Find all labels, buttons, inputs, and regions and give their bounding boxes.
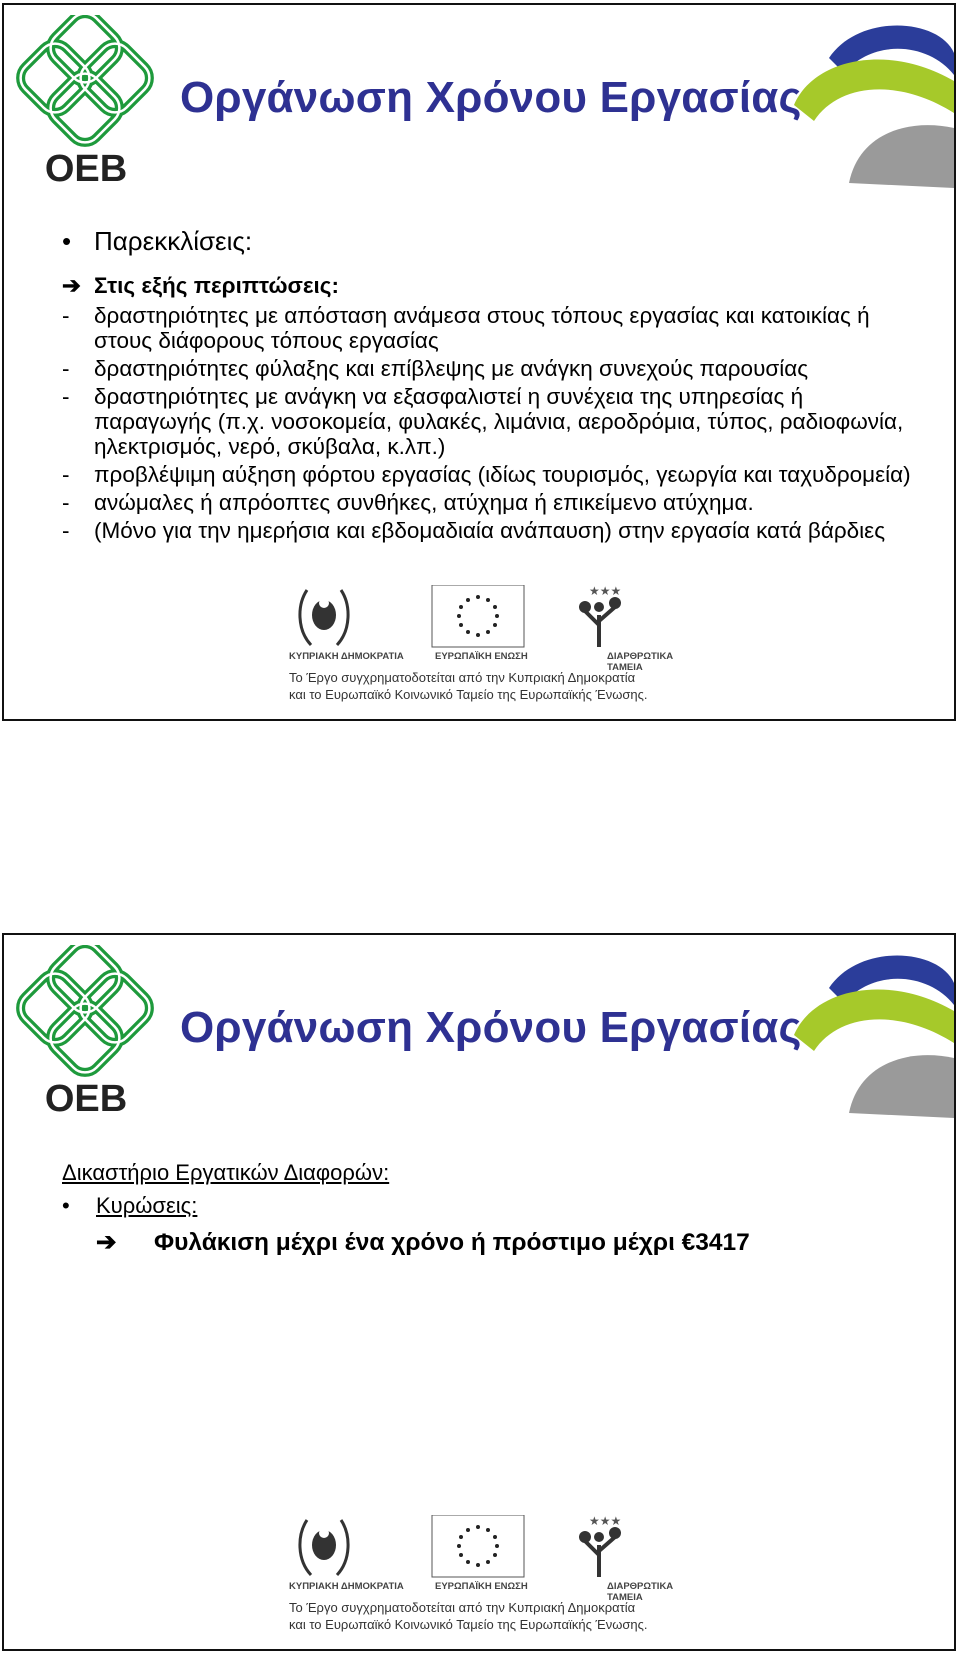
footer-caption bbox=[289, 1599, 709, 1633]
eu-flag-icon bbox=[432, 585, 524, 647]
dove-wreath-emblem-icon bbox=[300, 590, 348, 645]
dove-wreath-emblem-icon bbox=[300, 1520, 348, 1575]
footer-caption bbox=[289, 669, 709, 703]
list-item: - δραστηριότητες με ανάγκη να εξασφαλιστεί η συνέχεια της υπηρεσίας ή παραγωγής (π.χ. νοσοκομεία, φυλακές, λιμάνια, αεροδρόμια, τύπος, ραδιοφωνία, ηλεκτρισμός, νερό, σκύβαλα, κ.λπ.) bbox=[62, 384, 904, 459]
bullet-label: Παρεκκλίσεις: bbox=[94, 226, 253, 256]
bullet-dot: • bbox=[62, 1193, 70, 1218]
right-arrow-icon: ➔ bbox=[96, 1229, 117, 1256]
bullet-exceptions bbox=[62, 226, 914, 256]
slide-2 bbox=[2, 933, 956, 1651]
footer-line-2: και το Ευρωπαϊκό Κοινωνικό Ταμείο της Ευρωπαϊκής Ένωσης. bbox=[289, 687, 648, 702]
list-item: - (Μόνο για την ημερήσια και εβδομαδιαία ανάπαυση) στην εργασία κατά βάρδιες bbox=[62, 518, 886, 543]
label-funds: ΔΙΑΡΘΡΩΤΙΚΑ ΤΑΜΕΙΑ bbox=[607, 1581, 674, 1603]
exceptions-list bbox=[62, 303, 914, 546]
oeb-logo-icon bbox=[14, 945, 159, 1120]
funding-footer bbox=[289, 585, 709, 713]
footer-line-2: και το Ευρωπαϊκό Κοινωνικό Ταμείο της Ευρωπαϊκής Ένωσης. bbox=[289, 1617, 648, 1632]
svg-text:★★★: ★★★ bbox=[589, 585, 622, 598]
bullet-dot: • bbox=[62, 226, 72, 256]
court-heading: Δικαστήριο Εργατικών Διαφορών: bbox=[62, 1160, 390, 1185]
tree-stars-emblem-icon bbox=[579, 1515, 621, 1577]
subheading-label: Στις εξής περιπτώσεις: bbox=[94, 273, 339, 298]
list-item: - δραστηριότητες φύλαξης και επίβλεψης με ανάγκη συνεχούς παρουσίας bbox=[62, 356, 809, 381]
label-eu: ΕΥΡΩΠΑΪΚΗ ΕΝΩΣΗ bbox=[435, 1581, 528, 1592]
svg-text:ΟΕΒ: ΟΕΒ bbox=[44, 148, 128, 190]
swirl-logo-icon bbox=[789, 943, 954, 1118]
list-item: - προβλέψιμη αύξηση φόρτου εργασίας (ιδίως τουρισμός, γεωργία και ταχυδρομεία) bbox=[62, 462, 911, 487]
list-item: - ανώμαλες ή απρόοπτες συνθήκες, ατύχημα ή επικείμενο ατύχημα. bbox=[62, 490, 754, 515]
bullet-sanctions bbox=[62, 1193, 197, 1219]
svg-text:ΟΕΒ: ΟΕΒ bbox=[44, 1078, 128, 1120]
oeb-logo-icon bbox=[14, 15, 159, 190]
bullet-label: Κυρώσεις: bbox=[96, 1193, 198, 1218]
funding-footer bbox=[289, 1515, 709, 1643]
tree-stars-emblem-icon bbox=[579, 585, 621, 647]
penalty-text: Φυλάκιση μέχρι ένα χρόνο ή πρόστιμο μέχρι €3417 bbox=[154, 1229, 750, 1256]
footer-line-1: Το Έργο συγχρηματοδοτείται από την Κυπριακή Δημοκρατία bbox=[289, 670, 636, 685]
penalty-line bbox=[96, 1227, 750, 1257]
swirl-logo-icon bbox=[789, 13, 954, 188]
label-cyprus: ΚΥΠΡΙΑΚΗ ΔΗΜΟΚΡΑΤΙΑ bbox=[289, 1581, 404, 1592]
slide-title: Οργάνωση Χρόνου Εργασίας bbox=[180, 1003, 802, 1052]
slide-title: Οργάνωση Χρόνου Εργασίας bbox=[180, 73, 802, 122]
label-cyprus: ΚΥΠΡΙΑΚΗ ΔΗΜΟΚΡΑΤΙΑ bbox=[289, 651, 404, 662]
footer-line-1: Το Έργο συγχρηματοδοτείται από την Κυπριακή Δημοκρατία bbox=[289, 1600, 636, 1615]
right-arrow-icon: ➔ bbox=[62, 273, 81, 298]
label-funds: ΔΙΑΡΘΡΩΤΙΚΑ ΤΑΜΕΙΑ bbox=[607, 651, 674, 673]
list-item: - δραστηριότητες με απόσταση ανάμεσα στους τόπους εργασίας και κατοικίας ή στους διάφορους τόπους εργασίας bbox=[62, 303, 870, 353]
eu-flag-icon bbox=[432, 1515, 524, 1577]
slide-1 bbox=[2, 3, 956, 721]
label-eu: ΕΥΡΩΠΑΪΚΗ ΕΝΩΣΗ bbox=[435, 651, 528, 662]
svg-text:★★★: ★★★ bbox=[589, 1515, 622, 1528]
subheading bbox=[62, 273, 914, 298]
